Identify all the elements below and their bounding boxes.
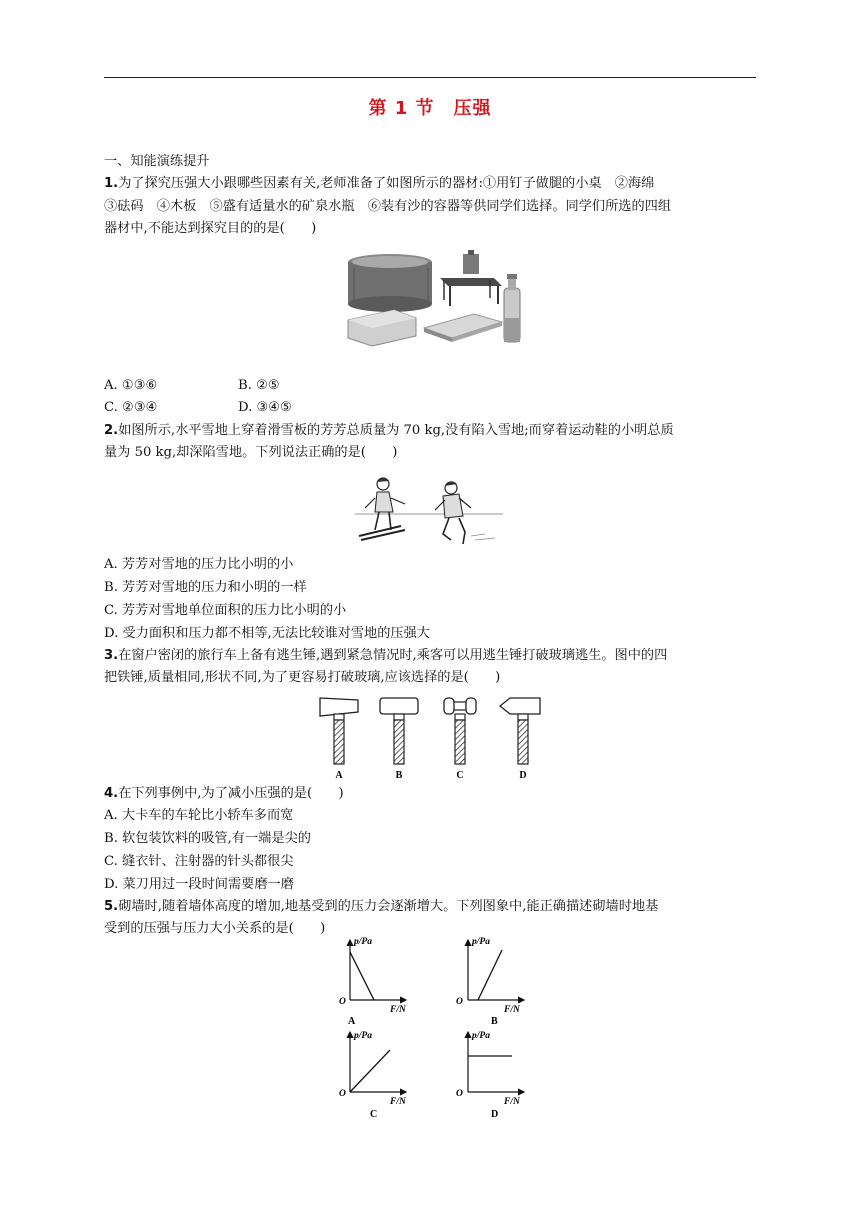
q5-a-y-label: p/Pa [354, 937, 372, 947]
q5-label-d: D [491, 1109, 499, 1120]
q5-c-y-label: p/Pa [354, 1031, 372, 1041]
q5-label-c: C [370, 1109, 378, 1120]
q3-label-b: B [395, 770, 403, 781]
q3-label-d: D [519, 770, 527, 781]
q5-a-origin: O [339, 997, 346, 1007]
q2-skier-and-walker-illustration [355, 474, 503, 552]
q5-b-y-label: p/Pa [472, 937, 490, 947]
q5-line-2: 受到的压强与压力大小关系的是( ) [104, 921, 326, 936]
page-title: 第 1 节 压强 [368, 98, 492, 119]
q1-line-1: 1.为了探究压强大小跟哪些因素有关,老师准备了如图所示的器材:①用钉子做腿的小桌 ②海绵 [104, 176, 655, 191]
q5-label-a: A [348, 1016, 356, 1027]
q5-a-x-label: F/N [390, 1005, 406, 1015]
q1-line-2: ③砝码 ④木板 ⑤盛有适量水的矿泉水瓶 ⑥装有沙的容器等供同学们选择。同学们所选的四组 [104, 199, 672, 214]
q2-option-b: B. 芳芳对雪地的压力和小明的一样 [104, 580, 307, 595]
q1-option-c: C. ②③④ [104, 400, 158, 415]
q5-graph-d [456, 1031, 524, 1120]
q5-label-b: B [491, 1016, 498, 1027]
q5-d-origin: O [456, 1089, 463, 1099]
q5-d-x-label: F/N [504, 1097, 520, 1107]
q5-c-x-label: F/N [390, 1097, 406, 1107]
header-rule [104, 77, 756, 78]
q5-b-x-label: F/N [504, 1005, 520, 1015]
q1-option-d: D. ③④⑤ [238, 400, 292, 415]
q4-line-1: 4.在下列事例中,为了减小压强的是( ) [104, 786, 344, 801]
q5-graphs-figure [330, 934, 530, 1124]
q2-option-c: C. 芳芳对雪地单位面积的压力比小明的小 [104, 603, 347, 618]
q3-label-a: A [335, 770, 343, 781]
q1-option-b: B. ②⑤ [238, 378, 280, 393]
q5-graph-a [339, 937, 407, 1027]
q5-graph-c [339, 1031, 407, 1120]
q3-line-1: 3.在窗户密闭的旅行车上备有逃生锤,遇到紧急情况时,乘客可以用逃生锤打破玻璃逃生。图中的四 [104, 648, 668, 663]
q4-option-a: A. 大卡车的车轮比小轿车多而宽 [104, 808, 294, 823]
q5-d-y-label: p/Pa [472, 1031, 490, 1041]
section-heading: 一、知能演练提升 [104, 154, 210, 169]
q4-option-d: D. 菜刀用过一段时间需要磨一磨 [104, 877, 294, 892]
q5-line-1: 5.砌墙时,随着墙体高度的增加,地基受到的压力会逐渐增大。下列图象中,能正确描述砌墙时地基 [104, 899, 659, 914]
q4-option-b: B. 软包装饮料的吸管,有一端是尖的 [104, 831, 311, 846]
q2-line-2: 量为 50 kg,却深陷雪地。下列说法正确的是( ) [104, 445, 398, 460]
q2-option-a: A. 芳芳对雪地的压力比小明的小 [104, 557, 294, 572]
q1-equipment-photo [344, 248, 530, 348]
q5-graph-b [456, 937, 524, 1027]
q3-line-2: 把铁锤,质量相同,形状不同,为了更容易打破玻璃,应该选择的是( ) [104, 670, 501, 685]
q1-option-a: A. ①③⑥ [104, 378, 158, 393]
q1-line-3: 器材中,不能达到探究目的的是( ) [104, 221, 317, 236]
q2-option-d: D. 受力面积和压力都不相等,无法比较谁对雪地的压强大 [104, 626, 430, 641]
q2-line-1: 2.如图所示,水平雪地上穿着滑雪板的芳芳总质量为 70 kg,没有陷入雪地;而穿着运动鞋的小明总质 [104, 423, 674, 438]
q4-option-c: C. 缝衣针、注射器的针头都很尖 [104, 854, 294, 869]
q3-label-c: C [456, 770, 464, 781]
q3-hammers-figure [310, 692, 550, 782]
q5-c-origin: O [339, 1089, 346, 1099]
q5-b-origin: O [456, 997, 463, 1007]
